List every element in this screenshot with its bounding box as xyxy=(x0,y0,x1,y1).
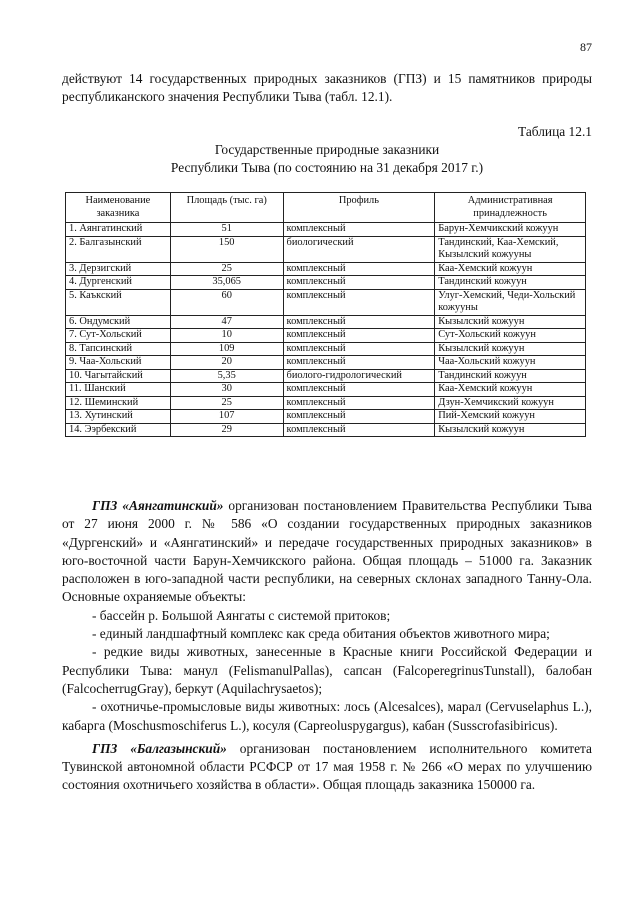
reserves-table xyxy=(65,192,586,437)
table-row xyxy=(66,329,586,343)
cell-name: 5. Каъкский xyxy=(66,289,171,315)
cell-area: 35,065 xyxy=(170,276,283,290)
table-title xyxy=(62,141,592,177)
table-row xyxy=(66,276,586,290)
table-row xyxy=(66,423,586,437)
cell-area: 30 xyxy=(170,383,283,397)
cell-profile: комплексный xyxy=(283,289,435,315)
cell-admin: Каа-Хемский кожуун xyxy=(435,383,586,397)
cell-profile: комплексный xyxy=(283,223,435,237)
cell-name: 10. Чагытайский xyxy=(66,369,171,383)
cell-profile: комплексный xyxy=(283,315,435,329)
table-title-line-1: Государственные природные заказники xyxy=(214,142,440,157)
cell-name: 8. Тапсинский xyxy=(66,342,171,356)
cell-profile: комплексный xyxy=(283,423,435,437)
list-item: - единый ландшафтный комплекс как среда обитания объектов животного мира; xyxy=(92,626,550,642)
cell-profile: биологический xyxy=(283,236,435,262)
header-name: Наименование заказника xyxy=(66,193,171,223)
paragraph-text: организован постановлением исполнительного комитета Тувинской автономной области РСФСР от 17 мая 1958 г. № 266 «О мерах по улучшению состояния охотничьего хозяйства в области». Общая площадь заказника 150000 га. xyxy=(62,740,592,793)
cell-admin: Сут-Хольский кожуун xyxy=(435,329,586,343)
header-profile: Профиль xyxy=(283,193,435,223)
page-number: 87 xyxy=(580,40,592,54)
table-row xyxy=(66,369,586,383)
table-row xyxy=(66,396,586,410)
cell-admin: Чаа-Хольский кожуун xyxy=(435,356,586,370)
cell-name: 14. Ээрбекский xyxy=(66,423,171,437)
cell-admin: Барун-Хемчикский кожуун xyxy=(435,223,586,237)
cell-name: 6. Ондумский xyxy=(66,315,171,329)
cell-admin: Кызылский кожуун xyxy=(435,315,586,329)
cell-name: 1. Аянгатинский xyxy=(66,223,171,237)
cell-name: 13. Хутинский xyxy=(66,410,171,424)
cell-area: 51 xyxy=(170,223,283,237)
cell-admin: Кызылский кожуун xyxy=(435,342,586,356)
table-row xyxy=(66,383,586,397)
cell-admin: Каа-Хемский кожуун xyxy=(435,262,586,276)
reserve-title: ГПЗ «Аянгатинский» xyxy=(92,498,224,513)
paragraph-text: организован постановлением Правительства Республики Тыва от 27 июня 2000 г. № 586 «О создании государственных природных заказников «Дургенский» и «Аянгатинский» и передаче государственных природных заказников» в юго-восточной части Барун-Хемчикского района. Общая площадь – 51000 га. Заказник расположен в юго-западной части республики, на северных склонах западного Танну-Ола. Основные охраняемые объекты: xyxy=(62,498,592,605)
cell-area: 109 xyxy=(170,342,283,356)
header-area: Площадь (тыс. га) xyxy=(170,193,283,223)
table-label: Таблица 12.1 xyxy=(517,124,592,139)
table-row xyxy=(66,356,586,370)
cell-area: 20 xyxy=(170,356,283,370)
cell-profile: комплексный xyxy=(283,396,435,410)
cell-name: 2. Балгазынский xyxy=(66,236,171,262)
cell-admin: Кызылский кожуун xyxy=(435,423,586,437)
cell-admin: Пий-Хемский кожуун xyxy=(435,410,586,424)
cell-area: 10 xyxy=(170,329,283,343)
table-row xyxy=(66,262,586,276)
cell-name: 3. Дерзигский xyxy=(66,262,171,276)
cell-profile: комплексный xyxy=(283,342,435,356)
cell-area: 150 xyxy=(170,236,283,262)
cell-admin: Тандинский, Каа-Хемский, Кызылский кожууны xyxy=(435,236,586,262)
cell-profile: биолого-гидрологический xyxy=(283,369,435,383)
cell-profile: комплексный xyxy=(283,410,435,424)
paragraph-ayangatinsky xyxy=(62,497,592,607)
cell-name: 12. Шеминский xyxy=(66,396,171,410)
cell-profile: комплексный xyxy=(283,329,435,343)
cell-area: 29 xyxy=(170,423,283,437)
cell-admin: Тандинский кожуун xyxy=(435,369,586,383)
intro-paragraph: действуют 14 государственных природных заказников (ГПЗ) и 15 памятников природы республиканского значения Республики Тыва (табл. 12.1). xyxy=(62,71,592,104)
cell-admin: Дзун-Хемчикский кожуун xyxy=(435,396,586,410)
table-row xyxy=(66,342,586,356)
cell-area: 47 xyxy=(170,315,283,329)
cell-area: 25 xyxy=(170,262,283,276)
body-text xyxy=(62,497,592,795)
table-row xyxy=(66,315,586,329)
cell-name: 4. Дургенский xyxy=(66,276,171,290)
cell-area: 60 xyxy=(170,289,283,315)
list-item: - охотничье-промысловые виды животных: лось (Alcesalces), марал (Cervuselaphus L.), кабарга (Moschusmoschiferus L.), косуля (Capreoluspygargus), кабан (Susscrofasibiricus). xyxy=(62,699,592,733)
list-item: - бассейн р. Большой Аянгаты с системой притоков; xyxy=(92,607,391,623)
table-row xyxy=(66,410,586,424)
cell-admin: Тандинский кожуун xyxy=(435,276,586,290)
paragraph-balgazynsky xyxy=(62,740,592,795)
cell-area: 5,35 xyxy=(170,369,283,383)
cell-area: 107 xyxy=(170,410,283,424)
table-row xyxy=(66,236,586,262)
reserve-title: ГПЗ «Балгазынский» xyxy=(92,740,227,756)
table-title-line-2: Республики Тыва (по состоянию на 31 декабря 2017 г.) xyxy=(170,160,484,175)
cell-area: 25 xyxy=(170,396,283,410)
cell-name: 7. Сут-Хольский xyxy=(66,329,171,343)
cell-profile: комплексный xyxy=(283,262,435,276)
cell-profile: комплексный xyxy=(283,383,435,397)
table-row xyxy=(66,223,586,237)
table-row xyxy=(66,289,586,315)
table-header-row xyxy=(66,193,586,223)
cell-admin: Улуг-Хемский, Чеди-Хольский кожууны xyxy=(435,289,586,315)
cell-name: 9. Чаа-Хольский xyxy=(66,356,171,370)
header-admin: Административная принадлежность xyxy=(435,193,586,223)
list-item: - редкие виды животных, занесенные в Красные книги Российской Федерации и Республики Тыва: манул (FelismanulPallas), сапсан (FalcoperegrinusTunstall), балобан (FalcocherrugGray), беркут (Aquilachrysaetos); xyxy=(62,644,592,696)
cell-profile: комплексный xyxy=(283,276,435,290)
cell-name: 11. Шанский xyxy=(66,383,171,397)
cell-profile: комплексный xyxy=(283,356,435,370)
